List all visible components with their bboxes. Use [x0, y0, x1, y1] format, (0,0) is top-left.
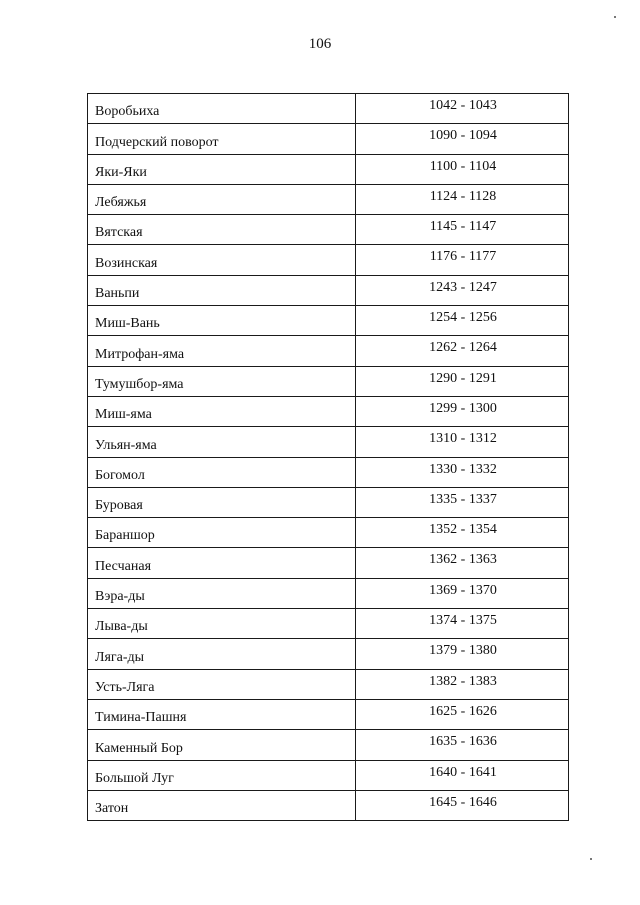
location-name: Миш-яма — [88, 396, 356, 426]
location-name: Возинская — [88, 245, 356, 275]
table-row — [88, 487, 569, 517]
location-name: Лебяжья — [88, 184, 356, 214]
location-name: Вэра-ды — [88, 578, 356, 608]
table-row — [88, 457, 569, 487]
location-name: Усть-Ляга — [88, 669, 356, 699]
location-range: 1335 - 1337 — [356, 487, 569, 517]
location-name: Буровая — [88, 487, 356, 517]
location-name: Вятская — [88, 215, 356, 245]
location-range: 1310 - 1312 — [356, 427, 569, 457]
table-row — [88, 427, 569, 457]
location-name: Тимина-Пашня — [88, 699, 356, 729]
scan-artifact — [614, 16, 616, 18]
location-range: 1290 - 1291 — [356, 366, 569, 396]
location-range: 1243 - 1247 — [356, 275, 569, 305]
location-range: 1042 - 1043 — [356, 94, 569, 124]
location-range: 1330 - 1332 — [356, 457, 569, 487]
table-row — [88, 578, 569, 608]
location-range: 1362 - 1363 — [356, 548, 569, 578]
location-name: Подчерский поворот — [88, 124, 356, 154]
table-row — [88, 548, 569, 578]
table-row — [88, 669, 569, 699]
location-name: Митрофан-яма — [88, 336, 356, 366]
locations-table-body — [88, 94, 569, 821]
location-name: Бараншор — [88, 518, 356, 548]
location-name: Тумушбор-яма — [88, 366, 356, 396]
table-row — [88, 699, 569, 729]
table-row — [88, 609, 569, 639]
location-name: Каменный Бор — [88, 730, 356, 760]
table-row — [88, 215, 569, 245]
location-name: Ульян-яма — [88, 427, 356, 457]
table-row — [88, 124, 569, 154]
table-row — [88, 336, 569, 366]
location-range: 1640 - 1641 — [356, 760, 569, 790]
location-range: 1100 - 1104 — [356, 154, 569, 184]
location-range: 1124 - 1128 — [356, 184, 569, 214]
location-range: 1635 - 1636 — [356, 730, 569, 760]
table-row — [88, 639, 569, 669]
location-name: Богомол — [88, 457, 356, 487]
location-range: 1379 - 1380 — [356, 639, 569, 669]
locations-table — [87, 93, 569, 821]
table-row — [88, 275, 569, 305]
table-row — [88, 790, 569, 820]
location-name: Ляга-ды — [88, 639, 356, 669]
location-range: 1299 - 1300 — [356, 396, 569, 426]
table-row — [88, 184, 569, 214]
table-row — [88, 94, 569, 124]
table-row — [88, 245, 569, 275]
location-name: Песчаная — [88, 548, 356, 578]
location-name: Воробьиха — [88, 94, 356, 124]
scan-artifact — [590, 858, 592, 860]
location-name: Миш-Вань — [88, 306, 356, 336]
table-row — [88, 306, 569, 336]
page-number: 106 — [308, 36, 332, 52]
location-name: Затон — [88, 790, 356, 820]
location-range: 1369 - 1370 — [356, 578, 569, 608]
location-range: 1382 - 1383 — [356, 669, 569, 699]
table-row — [88, 518, 569, 548]
table-row — [88, 396, 569, 426]
location-name: Яки-Яки — [88, 154, 356, 184]
location-name: Ваньпи — [88, 275, 356, 305]
location-range: 1352 - 1354 — [356, 518, 569, 548]
location-range: 1090 - 1094 — [356, 124, 569, 154]
location-range: 1254 - 1256 — [356, 306, 569, 336]
table-row — [88, 730, 569, 760]
table-row — [88, 760, 569, 790]
location-range: 1645 - 1646 — [356, 790, 569, 820]
table-row — [88, 366, 569, 396]
location-range: 1262 - 1264 — [356, 336, 569, 366]
location-range: 1625 - 1626 — [356, 699, 569, 729]
location-range: 1176 - 1177 — [356, 245, 569, 275]
location-name: Большой Луг — [88, 760, 356, 790]
location-name: Лыва-ды — [88, 609, 356, 639]
location-range: 1374 - 1375 — [356, 609, 569, 639]
location-range: 1145 - 1147 — [356, 215, 569, 245]
table-row — [88, 154, 569, 184]
